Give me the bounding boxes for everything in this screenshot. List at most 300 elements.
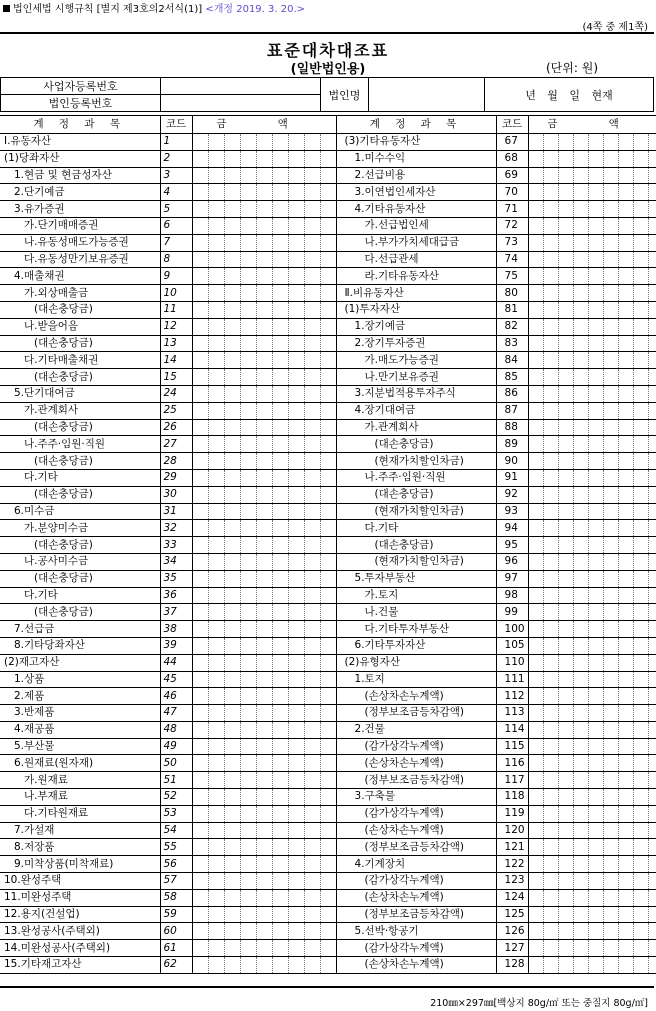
- right-amount-digit[interactable]: [543, 873, 558, 890]
- left-amount-digit[interactable]: [256, 553, 272, 570]
- right-amount-digit[interactable]: [588, 134, 603, 151]
- right-amount-digit[interactable]: [618, 805, 633, 822]
- right-amount-digit[interactable]: [573, 570, 588, 587]
- left-amount-digit[interactable]: [224, 822, 240, 839]
- left-amount-digit[interactable]: [224, 268, 240, 285]
- right-amount-digit[interactable]: [633, 268, 648, 285]
- left-amount-digit[interactable]: [288, 301, 304, 318]
- left-amount-digit[interactable]: [256, 873, 272, 890]
- left-amount-digit[interactable]: [288, 503, 304, 520]
- right-amount-digit[interactable]: [633, 134, 648, 151]
- right-amount-digit[interactable]: [588, 520, 603, 537]
- left-amount-digit[interactable]: [208, 335, 224, 352]
- right-amount-digit[interactable]: [558, 705, 573, 722]
- right-amount-digit[interactable]: [588, 419, 603, 436]
- left-amount-digit[interactable]: [288, 805, 304, 822]
- right-amount-digit[interactable]: [588, 318, 603, 335]
- left-amount-digit[interactable]: [320, 419, 336, 436]
- right-amount-digit[interactable]: [543, 621, 558, 638]
- left-amount-digit[interactable]: [224, 486, 240, 503]
- left-amount-digit[interactable]: [256, 738, 272, 755]
- left-amount-digit[interactable]: [320, 721, 336, 738]
- left-amount-digit[interactable]: [256, 604, 272, 621]
- left-amount-digit[interactable]: [208, 402, 224, 419]
- left-amount-digit[interactable]: [256, 217, 272, 234]
- left-amount-digit[interactable]: [224, 285, 240, 302]
- left-amount-digit[interactable]: [240, 873, 256, 890]
- left-amount-digit[interactable]: [240, 217, 256, 234]
- right-amount-digit[interactable]: [528, 285, 543, 302]
- right-amount-digit[interactable]: [528, 889, 543, 906]
- left-amount-digit[interactable]: [208, 167, 224, 184]
- right-amount-digit[interactable]: [618, 587, 633, 604]
- right-amount-digit[interactable]: [558, 352, 573, 369]
- left-amount-digit[interactable]: [272, 352, 288, 369]
- right-amount-digit[interactable]: [558, 721, 573, 738]
- right-amount-digit[interactable]: [558, 637, 573, 654]
- left-amount-digit[interactable]: [288, 604, 304, 621]
- right-amount-digit[interactable]: [573, 654, 588, 671]
- left-amount-digit[interactable]: [304, 957, 320, 974]
- right-amount-digit[interactable]: [603, 856, 618, 873]
- left-amount-digit[interactable]: [208, 637, 224, 654]
- left-amount-digit[interactable]: [240, 621, 256, 638]
- left-amount-digit[interactable]: [272, 150, 288, 167]
- left-amount-digit[interactable]: [320, 520, 336, 537]
- right-amount-digit[interactable]: [633, 503, 648, 520]
- left-amount-digit[interactable]: [288, 671, 304, 688]
- left-amount-digit[interactable]: [256, 906, 272, 923]
- left-amount-digit[interactable]: [192, 889, 208, 906]
- left-amount-digit[interactable]: [304, 537, 320, 554]
- right-amount-digit[interactable]: [573, 184, 588, 201]
- left-amount-digit[interactable]: [256, 285, 272, 302]
- right-amount-digit[interactable]: [543, 318, 558, 335]
- left-amount-digit[interactable]: [320, 469, 336, 486]
- right-amount-digit[interactable]: [648, 301, 656, 318]
- right-amount-digit[interactable]: [558, 889, 573, 906]
- right-amount-digit[interactable]: [618, 352, 633, 369]
- left-amount-digit[interactable]: [208, 856, 224, 873]
- right-amount-digit[interactable]: [573, 318, 588, 335]
- right-amount-digit[interactable]: [603, 150, 618, 167]
- right-amount-digit[interactable]: [648, 805, 656, 822]
- left-amount-digit[interactable]: [240, 184, 256, 201]
- right-amount-digit[interactable]: [558, 184, 573, 201]
- right-amount-digit[interactable]: [603, 369, 618, 386]
- right-amount-digit[interactable]: [543, 587, 558, 604]
- left-amount-digit[interactable]: [224, 553, 240, 570]
- right-amount-digit[interactable]: [558, 285, 573, 302]
- left-amount-digit[interactable]: [192, 621, 208, 638]
- left-amount-digit[interactable]: [240, 738, 256, 755]
- right-amount-digit[interactable]: [633, 923, 648, 940]
- right-amount-digit[interactable]: [558, 772, 573, 789]
- left-amount-digit[interactable]: [320, 789, 336, 806]
- right-amount-digit[interactable]: [528, 621, 543, 638]
- left-amount-digit[interactable]: [240, 201, 256, 218]
- left-amount-digit[interactable]: [304, 251, 320, 268]
- left-amount-digit[interactable]: [192, 940, 208, 957]
- left-amount-digit[interactable]: [272, 822, 288, 839]
- left-amount-digit[interactable]: [320, 369, 336, 386]
- right-amount-digit[interactable]: [648, 923, 656, 940]
- corp-reg-field[interactable]: [161, 95, 321, 112]
- left-amount-digit[interactable]: [240, 268, 256, 285]
- left-amount-digit[interactable]: [256, 503, 272, 520]
- right-amount-digit[interactable]: [588, 873, 603, 890]
- left-amount-digit[interactable]: [240, 805, 256, 822]
- right-amount-digit[interactable]: [603, 553, 618, 570]
- left-amount-digit[interactable]: [224, 873, 240, 890]
- right-amount-digit[interactable]: [648, 234, 656, 251]
- right-amount-digit[interactable]: [588, 268, 603, 285]
- right-amount-digit[interactable]: [618, 755, 633, 772]
- right-amount-digit[interactable]: [588, 570, 603, 587]
- right-amount-digit[interactable]: [528, 755, 543, 772]
- right-amount-digit[interactable]: [588, 217, 603, 234]
- left-amount-digit[interactable]: [208, 654, 224, 671]
- left-amount-digit[interactable]: [288, 167, 304, 184]
- right-amount-digit[interactable]: [648, 285, 656, 302]
- left-amount-digit[interactable]: [304, 889, 320, 906]
- right-amount-digit[interactable]: [603, 268, 618, 285]
- left-amount-digit[interactable]: [208, 553, 224, 570]
- left-amount-digit[interactable]: [224, 671, 240, 688]
- left-amount-digit[interactable]: [192, 637, 208, 654]
- left-amount-digit[interactable]: [224, 217, 240, 234]
- left-amount-digit[interactable]: [192, 469, 208, 486]
- right-amount-digit[interactable]: [633, 604, 648, 621]
- right-amount-digit[interactable]: [588, 184, 603, 201]
- right-amount-digit[interactable]: [603, 789, 618, 806]
- left-amount-digit[interactable]: [304, 453, 320, 470]
- right-amount-digit[interactable]: [618, 268, 633, 285]
- left-amount-digit[interactable]: [304, 402, 320, 419]
- right-amount-digit[interactable]: [618, 201, 633, 218]
- left-amount-digit[interactable]: [240, 469, 256, 486]
- left-amount-digit[interactable]: [208, 520, 224, 537]
- left-amount-digit[interactable]: [304, 201, 320, 218]
- right-amount-digit[interactable]: [573, 553, 588, 570]
- right-amount-digit[interactable]: [573, 721, 588, 738]
- right-amount-digit[interactable]: [573, 789, 588, 806]
- left-amount-digit[interactable]: [288, 385, 304, 402]
- left-amount-digit[interactable]: [224, 906, 240, 923]
- right-amount-digit[interactable]: [528, 587, 543, 604]
- left-amount-digit[interactable]: [272, 167, 288, 184]
- right-amount-digit[interactable]: [573, 688, 588, 705]
- left-amount-digit[interactable]: [240, 335, 256, 352]
- left-amount-digit[interactable]: [272, 520, 288, 537]
- right-amount-digit[interactable]: [603, 587, 618, 604]
- left-amount-digit[interactable]: [320, 134, 336, 151]
- right-amount-digit[interactable]: [603, 906, 618, 923]
- left-amount-digit[interactable]: [320, 637, 336, 654]
- left-amount-digit[interactable]: [256, 369, 272, 386]
- right-amount-digit[interactable]: [588, 805, 603, 822]
- left-amount-digit[interactable]: [208, 201, 224, 218]
- right-amount-digit[interactable]: [648, 436, 656, 453]
- right-amount-digit[interactable]: [528, 738, 543, 755]
- right-amount-digit[interactable]: [648, 486, 656, 503]
- left-amount-digit[interactable]: [256, 621, 272, 638]
- left-amount-digit[interactable]: [208, 772, 224, 789]
- right-amount-digit[interactable]: [543, 335, 558, 352]
- right-amount-digit[interactable]: [648, 621, 656, 638]
- left-amount-digit[interactable]: [272, 889, 288, 906]
- left-amount-digit[interactable]: [288, 553, 304, 570]
- left-amount-digit[interactable]: [224, 688, 240, 705]
- right-amount-digit[interactable]: [648, 251, 656, 268]
- right-amount-digit[interactable]: [603, 318, 618, 335]
- right-amount-digit[interactable]: [588, 234, 603, 251]
- right-amount-digit[interactable]: [573, 587, 588, 604]
- right-amount-digit[interactable]: [603, 234, 618, 251]
- left-amount-digit[interactable]: [208, 604, 224, 621]
- right-amount-digit[interactable]: [588, 453, 603, 470]
- right-amount-digit[interactable]: [543, 906, 558, 923]
- right-amount-digit[interactable]: [618, 134, 633, 151]
- right-amount-digit[interactable]: [528, 957, 543, 974]
- right-amount-digit[interactable]: [558, 738, 573, 755]
- left-amount-digit[interactable]: [272, 318, 288, 335]
- left-amount-digit[interactable]: [304, 150, 320, 167]
- left-amount-digit[interactable]: [320, 755, 336, 772]
- left-amount-digit[interactable]: [272, 385, 288, 402]
- left-amount-digit[interactable]: [304, 234, 320, 251]
- left-amount-digit[interactable]: [208, 688, 224, 705]
- left-amount-digit[interactable]: [192, 503, 208, 520]
- right-amount-digit[interactable]: [603, 604, 618, 621]
- right-amount-digit[interactable]: [588, 923, 603, 940]
- left-amount-digit[interactable]: [304, 789, 320, 806]
- left-amount-digit[interactable]: [288, 419, 304, 436]
- right-amount-digit[interactable]: [618, 889, 633, 906]
- left-amount-digit[interactable]: [256, 385, 272, 402]
- left-amount-digit[interactable]: [224, 889, 240, 906]
- left-amount-digit[interactable]: [240, 352, 256, 369]
- right-amount-digit[interactable]: [573, 419, 588, 436]
- left-amount-digit[interactable]: [208, 419, 224, 436]
- right-amount-digit[interactable]: [558, 553, 573, 570]
- left-amount-digit[interactable]: [240, 839, 256, 856]
- right-amount-digit[interactable]: [588, 940, 603, 957]
- right-amount-digit[interactable]: [633, 234, 648, 251]
- left-amount-digit[interactable]: [288, 654, 304, 671]
- right-amount-digit[interactable]: [633, 217, 648, 234]
- left-amount-digit[interactable]: [208, 789, 224, 806]
- left-amount-digit[interactable]: [256, 184, 272, 201]
- right-amount-digit[interactable]: [588, 553, 603, 570]
- left-amount-digit[interactable]: [272, 486, 288, 503]
- left-amount-digit[interactable]: [320, 621, 336, 638]
- left-amount-digit[interactable]: [224, 654, 240, 671]
- left-amount-digit[interactable]: [272, 705, 288, 722]
- left-amount-digit[interactable]: [224, 604, 240, 621]
- left-amount-digit[interactable]: [288, 587, 304, 604]
- right-amount-digit[interactable]: [558, 957, 573, 974]
- left-amount-digit[interactable]: [304, 721, 320, 738]
- left-amount-digit[interactable]: [272, 637, 288, 654]
- right-amount-digit[interactable]: [618, 873, 633, 890]
- left-amount-digit[interactable]: [304, 217, 320, 234]
- right-amount-digit[interactable]: [573, 352, 588, 369]
- right-amount-digit[interactable]: [603, 621, 618, 638]
- right-amount-digit[interactable]: [543, 923, 558, 940]
- left-amount-digit[interactable]: [240, 705, 256, 722]
- right-amount-digit[interactable]: [648, 688, 656, 705]
- right-amount-digit[interactable]: [528, 671, 543, 688]
- left-amount-digit[interactable]: [208, 721, 224, 738]
- right-amount-digit[interactable]: [543, 486, 558, 503]
- left-amount-digit[interactable]: [256, 201, 272, 218]
- right-amount-digit[interactable]: [528, 805, 543, 822]
- right-amount-digit[interactable]: [543, 385, 558, 402]
- right-amount-digit[interactable]: [558, 537, 573, 554]
- right-amount-digit[interactable]: [603, 755, 618, 772]
- left-amount-digit[interactable]: [192, 150, 208, 167]
- left-amount-digit[interactable]: [208, 285, 224, 302]
- left-amount-digit[interactable]: [224, 923, 240, 940]
- right-amount-digit[interactable]: [618, 335, 633, 352]
- right-amount-digit[interactable]: [603, 688, 618, 705]
- left-amount-digit[interactable]: [320, 352, 336, 369]
- left-amount-digit[interactable]: [304, 621, 320, 638]
- left-amount-digit[interactable]: [192, 167, 208, 184]
- left-amount-digit[interactable]: [320, 537, 336, 554]
- left-amount-digit[interactable]: [192, 587, 208, 604]
- left-amount-digit[interactable]: [240, 789, 256, 806]
- right-amount-digit[interactable]: [618, 318, 633, 335]
- left-amount-digit[interactable]: [320, 453, 336, 470]
- left-amount-digit[interactable]: [192, 402, 208, 419]
- right-amount-digit[interactable]: [588, 285, 603, 302]
- left-amount-digit[interactable]: [304, 553, 320, 570]
- left-amount-digit[interactable]: [304, 503, 320, 520]
- right-amount-digit[interactable]: [528, 873, 543, 890]
- right-amount-digit[interactable]: [648, 402, 656, 419]
- left-amount-digit[interactable]: [240, 755, 256, 772]
- right-amount-digit[interactable]: [588, 587, 603, 604]
- right-amount-digit[interactable]: [588, 469, 603, 486]
- left-amount-digit[interactable]: [288, 621, 304, 638]
- right-amount-digit[interactable]: [573, 906, 588, 923]
- left-amount-digit[interactable]: [224, 167, 240, 184]
- left-amount-digit[interactable]: [288, 906, 304, 923]
- right-amount-digit[interactable]: [618, 738, 633, 755]
- left-amount-digit[interactable]: [304, 318, 320, 335]
- right-amount-digit[interactable]: [558, 150, 573, 167]
- right-amount-digit[interactable]: [633, 906, 648, 923]
- right-amount-digit[interactable]: [633, 419, 648, 436]
- left-amount-digit[interactable]: [256, 570, 272, 587]
- right-amount-digit[interactable]: [588, 688, 603, 705]
- left-amount-digit[interactable]: [256, 486, 272, 503]
- right-amount-digit[interactable]: [588, 654, 603, 671]
- right-amount-digit[interactable]: [573, 671, 588, 688]
- right-amount-digit[interactable]: [528, 654, 543, 671]
- left-amount-digit[interactable]: [256, 520, 272, 537]
- left-amount-digit[interactable]: [192, 285, 208, 302]
- left-amount-digit[interactable]: [304, 822, 320, 839]
- left-amount-digit[interactable]: [288, 856, 304, 873]
- right-amount-digit[interactable]: [648, 150, 656, 167]
- right-amount-digit[interactable]: [573, 839, 588, 856]
- right-amount-digit[interactable]: [573, 234, 588, 251]
- right-amount-digit[interactable]: [573, 268, 588, 285]
- left-amount-digit[interactable]: [320, 150, 336, 167]
- right-amount-digit[interactable]: [618, 537, 633, 554]
- right-amount-digit[interactable]: [558, 402, 573, 419]
- right-amount-digit[interactable]: [558, 923, 573, 940]
- right-amount-digit[interactable]: [528, 705, 543, 722]
- left-amount-digit[interactable]: [240, 419, 256, 436]
- left-amount-digit[interactable]: [304, 520, 320, 537]
- right-amount-digit[interactable]: [528, 839, 543, 856]
- left-amount-digit[interactable]: [272, 621, 288, 638]
- right-amount-digit[interactable]: [633, 369, 648, 386]
- left-amount-digit[interactable]: [256, 805, 272, 822]
- right-amount-digit[interactable]: [648, 217, 656, 234]
- right-amount-digit[interactable]: [573, 923, 588, 940]
- left-amount-digit[interactable]: [304, 940, 320, 957]
- left-amount-digit[interactable]: [320, 184, 336, 201]
- left-amount-digit[interactable]: [256, 251, 272, 268]
- left-amount-digit[interactable]: [224, 839, 240, 856]
- right-amount-digit[interactable]: [618, 453, 633, 470]
- left-amount-digit[interactable]: [304, 268, 320, 285]
- right-amount-digit[interactable]: [558, 369, 573, 386]
- right-amount-digit[interactable]: [573, 469, 588, 486]
- left-amount-digit[interactable]: [208, 537, 224, 554]
- left-amount-digit[interactable]: [208, 301, 224, 318]
- right-amount-digit[interactable]: [633, 251, 648, 268]
- corp-name-field[interactable]: [369, 78, 485, 112]
- right-amount-digit[interactable]: [588, 369, 603, 386]
- right-amount-digit[interactable]: [633, 335, 648, 352]
- right-amount-digit[interactable]: [573, 217, 588, 234]
- right-amount-digit[interactable]: [648, 553, 656, 570]
- right-amount-digit[interactable]: [588, 705, 603, 722]
- left-amount-digit[interactable]: [304, 134, 320, 151]
- right-amount-digit[interactable]: [573, 134, 588, 151]
- left-amount-digit[interactable]: [304, 285, 320, 302]
- right-amount-digit[interactable]: [543, 402, 558, 419]
- left-amount-digit[interactable]: [288, 318, 304, 335]
- right-amount-digit[interactable]: [588, 402, 603, 419]
- right-amount-digit[interactable]: [648, 654, 656, 671]
- left-amount-digit[interactable]: [192, 856, 208, 873]
- right-amount-digit[interactable]: [543, 553, 558, 570]
- right-amount-digit[interactable]: [573, 201, 588, 218]
- left-amount-digit[interactable]: [288, 822, 304, 839]
- right-amount-digit[interactable]: [618, 301, 633, 318]
- right-amount-digit[interactable]: [648, 822, 656, 839]
- left-amount-digit[interactable]: [208, 873, 224, 890]
- left-amount-digit[interactable]: [288, 957, 304, 974]
- left-amount-digit[interactable]: [304, 923, 320, 940]
- left-amount-digit[interactable]: [192, 419, 208, 436]
- left-amount-digit[interactable]: [224, 335, 240, 352]
- left-amount-digit[interactable]: [224, 352, 240, 369]
- right-amount-digit[interactable]: [618, 184, 633, 201]
- right-amount-digit[interactable]: [603, 805, 618, 822]
- right-amount-digit[interactable]: [588, 251, 603, 268]
- right-amount-digit[interactable]: [573, 637, 588, 654]
- left-amount-digit[interactable]: [256, 318, 272, 335]
- left-amount-digit[interactable]: [192, 318, 208, 335]
